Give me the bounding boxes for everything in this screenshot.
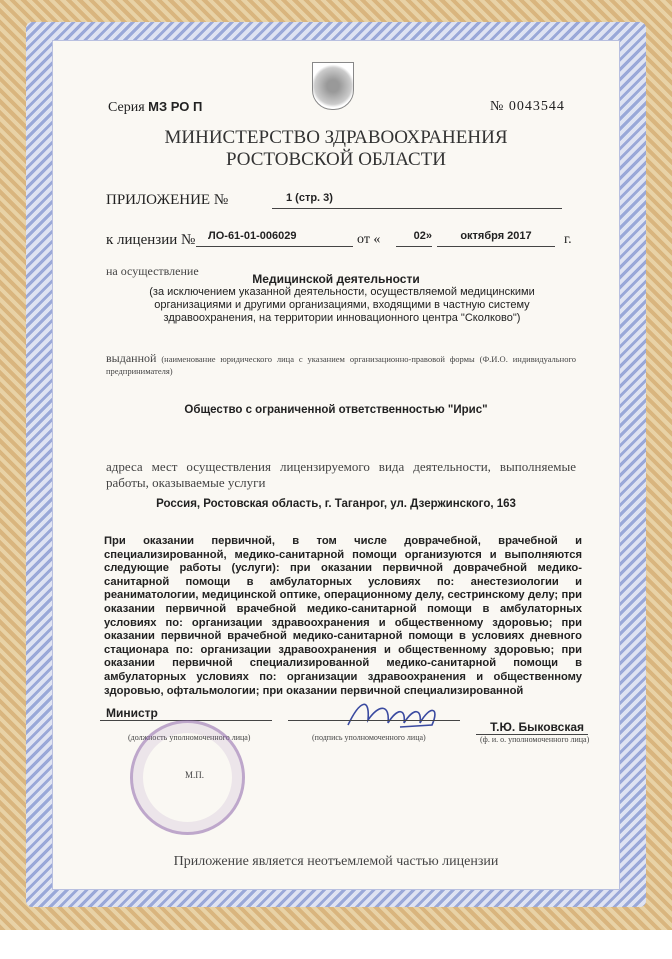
signatory-name: Т.Ю. Быковская	[490, 720, 584, 734]
signature-icon	[340, 695, 450, 735]
coat-of-arms-icon	[312, 62, 354, 110]
services-paragraph: При оказании первичной, в том числе доврачебной, врачебной и специализированной, медико-санитарной помощи организуются и выполняются следующие работы (услуги): при оказании первичной доврачебной медико-санитарной помощи в амбулаторных условиях по: анестезиологии и реаниматологии, медицинской оптике, операционному делу, сестринскому делу; при оказании первичной врачебной медико-санитарной помощи в амбулаторных условиях по: организации здравоохранения и общественному здоровью; при оказании первичной врачебной медико-санитарной помощи в условиях дневного стационара по: организации здравоохранения и общественному здоровью; при оказании первичной специализированной медико-санитарной помощи в амбулаторных условиях по: организации здравоохранения и общественному здоровью, офтальмологии; при оказании первичной специализированной	[104, 535, 582, 697]
stamp-label: М.П.	[185, 770, 205, 780]
address-value: Россия, Ростовская область, г. Таганрог, ул. Дзержинского, 163	[156, 498, 516, 510]
series-label: Серия	[108, 100, 145, 115]
license-month-year: октября 2017	[437, 230, 555, 247]
date-from-label: от «	[357, 232, 381, 247]
address-label: адреса мест осуществления лицензируемого вида деятельности, выполняемые работы, оказываемые услуги	[106, 459, 576, 490]
license-day	[396, 230, 432, 247]
issued-label: выданной	[106, 351, 157, 365]
day-close: »	[425, 230, 432, 242]
activity-label: на осуществление	[106, 264, 199, 278]
issued-row	[106, 352, 576, 377]
number-label: №	[490, 99, 505, 114]
number-value: 0043544	[508, 99, 565, 114]
title-line-2: РОСТОВСКОЙ ОБЛАСТИ	[225, 149, 447, 170]
page-margin	[0, 930, 672, 959]
licensee-name: Общество с ограниченной ответственностью "Ирис"	[184, 404, 488, 416]
license-number: ЛО-61-01-006029	[196, 230, 353, 247]
activity-value: Медицинской деятельности	[252, 272, 420, 286]
name-hint: (ф. и. о. уполномоченного лица)	[480, 735, 590, 744]
year-suffix: г.	[564, 232, 572, 247]
day-value: 02	[413, 230, 426, 242]
appendix-label: ПРИЛОЖЕНИЕ №	[106, 192, 229, 208]
number-row	[490, 99, 565, 115]
footer-note: Приложение является неотъемлемой частью лицензии	[173, 854, 499, 869]
signature-hint: (подпись уполномоченного лица)	[312, 733, 426, 742]
activity-note: (за исключением указанной деятельности, осуществляемой медицинскими организациями и другими организациями, входящими в частную систему здравоохранения, на территории инновационного центра "Сколково")	[149, 286, 535, 324]
series-row	[108, 99, 202, 116]
signatory-position: Министр	[106, 706, 158, 720]
signature-line	[288, 720, 460, 721]
position-hint: (должность уполномоченного лица)	[128, 733, 251, 742]
license-label: к лицензии №	[106, 232, 196, 248]
page-title	[0, 127, 672, 171]
issued-hint: (наименование юридического лица с указанием организационно-правовой формы (Ф.И.О. индивидуального предпринимателя)	[106, 354, 577, 376]
series-value: МЗ РО П	[148, 99, 203, 114]
appendix-value: 1 (стр. 3)	[272, 192, 562, 209]
title-line-1: МИНИСТЕРСТВО ЗДРАВООХРАНЕНИЯ	[164, 127, 508, 148]
